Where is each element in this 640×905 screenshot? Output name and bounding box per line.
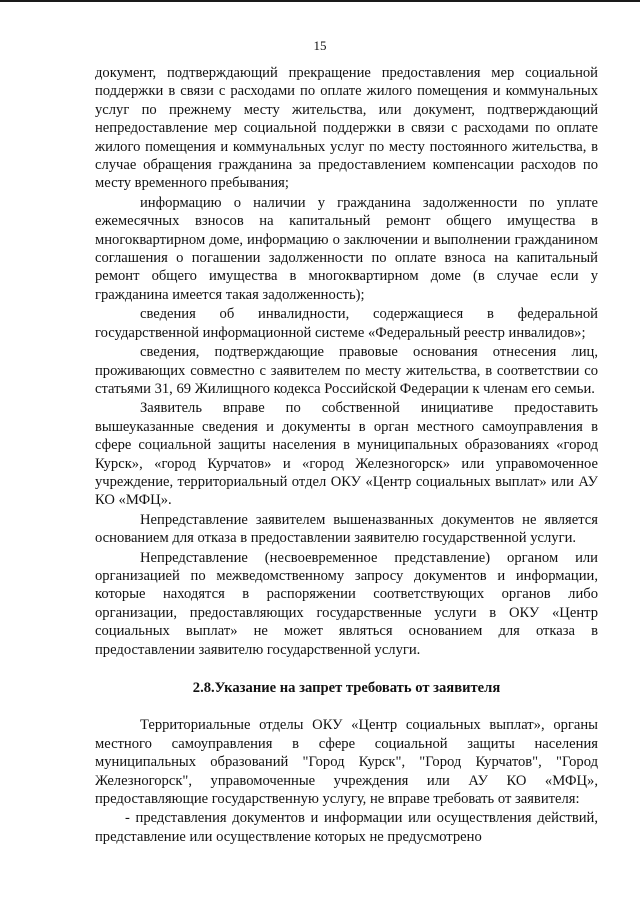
- list-item: - представления документов и информации или осуществления действий, представление или осуществление которых не предусмотрено: [95, 810, 598, 845]
- paragraph: сведения об инвалидности, содержащиеся в федеральной государственной информационной системе «Федеральный реестр инвалидов»;: [95, 306, 598, 341]
- paragraph: сведения, подтверждающие правовые основания отнесения лиц, проживающих совместно с заявителем по месту жительства, в соответствии со статьями 31, 69 Жилищного кодекса Российской Федерации к членам его семьи.: [95, 344, 598, 397]
- paragraph: Непредставление (несвоевременное представление) органом или организацией по межведомственному запросу документов и информации, которые находятся в распоряжении соответствующих органов либо организации, предоставляющих государственные услуги в ОКУ «Центр социальных выплат» не может являться основанием для отказа в предоставлении заявителю государственной услуги.: [95, 549, 598, 658]
- section-heading: 2.8.Указание на запрет требовать от заявителя: [192, 680, 501, 696]
- paragraph: документ, подтверждающий прекращение предоставления мер социальной поддержки в связи с расходами по оплате жилого помещения и коммунальных услуг по прежнему месту жительства, или документ, подтверждающий непредоставление мер социальной поддержки в связи с расходами по оплате жилого помещения и коммунальных услуг по месту постоянного жительства, в случае обращения гражданина за предоставлением компенсации расходов по месту временного пребывания;: [95, 65, 598, 192]
- document-body: [95, 64, 598, 846]
- paragraph: информацию о наличии у гражданина задолженности по уплате ежемесячных взносов на капитальный ремонт общего имущества в многоквартирном доме, информацию о заключении и выполнении гражданином соглашения о погашении задолженности по оплате взноса на капитальный ремонт общего имущества в многоквартирном доме (в случае если у гражданина имеется такая задолженность);: [95, 194, 598, 303]
- paragraph: Территориальные отделы ОКУ «Центр социальных выплат», органы местного самоуправления в сфере социальной защиты населения муниципальных образований "Город Курск", "Город Курчатов", "Город Железногорск", управомоченные учреждения или АУ КО «МФЦ», предоставляющие государственную услугу, не вправе требовать от заявителя:: [95, 717, 598, 808]
- page-number: 15: [313, 38, 327, 53]
- paragraph: Непредставление заявителем вышеназванных документов не является основанием для отказа в предоставлении заявителю государственной услуги.: [95, 511, 598, 547]
- paragraph: Заявитель вправе по собственной инициативе предоставить вышеуказанные сведения и документы в орган местного самоуправления в сфере социальной защиты населения в муниципальных образованиях «город Курск», «город Курчатов» и «город Железногорск» или управомоченное учреждение, территориальный отдел ОКУ «Центр социальных выплат» или АУ КО «МФЦ».: [95, 400, 598, 509]
